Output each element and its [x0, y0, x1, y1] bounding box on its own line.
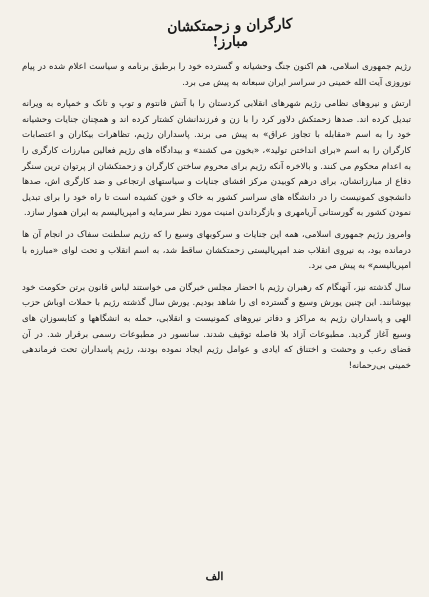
paragraph: سال گذشته نیز، آنهنگام که رهبران رژیم با احضار مجلس خبرگان می خواستند لباس قانون برتن حکومت خود بپوشانند. این چنین یورش وسیع و گسترده ای را شاهد بودیم. یورش سال گذشته رژیم با حملات اوباش حزب الهی و پاسداران رژیم به مراکز و دفاتر نیروهای کمونیست و انقلابی، حمله به انشگاهها و کتابسوزان های وسیع آغاز گردید. مطبوعات آزاد بلا فاصله توقیف شدند. سانسور در مطبوعات رسمی برقرار شد. در آن فضای رعب و وحشت و اختناق که ایادی و عوامل رژیم ایجاد نموده بودند، رژیم پاسداران تحت فرماندهی خمینی بی‌رحمانه!: [22, 282, 411, 371]
paragraph: وامروز رژیم جمهوری اسلامی، همه این جنایات و سرکوبهای وسیع را که رژیم سلطنت سفاک در انجام آن ها درمانده بود، به نیروی انقلاب ضد امپریالیستی زحمتکشان ساقط شد، به اسم انقلاب و تحت لوای «مبارزه با امپریالیسم» به پیش می برد.: [22, 229, 411, 272]
paragraph: ارتش و نیروهای نظامی رژیم شهرهای انقلابی کردستان را با آتش فانتوم و توپ و تانک و خمپاره به ویرانه تبدیل کرده اند. صدها زحمتکش دلاور کرد را با زن و فرزندانشان کشتار کرده اند و همچنان جنایات وحشیانه خود را به اسم «مقابله با تجاوز عراق» به پیش می برند. پاسداران رژیم، تظاهرات بیکاران و اعتصابات کارگران را به اسم «برای انداختن تولید»، «بخون می کشند» و بیدادگاه های رژیم فعالین مبارزات کارگری را به اعدام محکوم می کنند. و بالاخره آنکه رژیم برای محروم ساختن کارگران و زحمتکشان از پرتوان ترین سنگر دفاع از مبارزاتشان، برای درهم کوبیدن مرکز افشای جنایات و سیاستهای ارتجاعی و ضد کارگری اش، صدها دانشجوی کمونیست را در دانشگاه های سراسر کشور به خاک و خون کشیده است تا راه خود را برای تبدیل نمودن کشور به گورستانی آریامهری و بازگرداندن امنیت مورد نظر سرمایه و امپریالیسم به ایران هموار سازد.: [22, 99, 411, 219]
document-body: [22, 60, 411, 374]
page-label: الف: [205, 570, 224, 583]
paragraph: رژیم جمهوری اسلامی، هم اکنون جنگ وحشیانه و گسترده خود را برطبق برنامه و سیاست اعلام شده در پیام نوروزی آیت الله خمینی در سراسر ایران سبعانه به پیش می برد.: [22, 62, 411, 88]
document-title: کارگران و زحمتکشان مبارز!: [166, 16, 293, 51]
